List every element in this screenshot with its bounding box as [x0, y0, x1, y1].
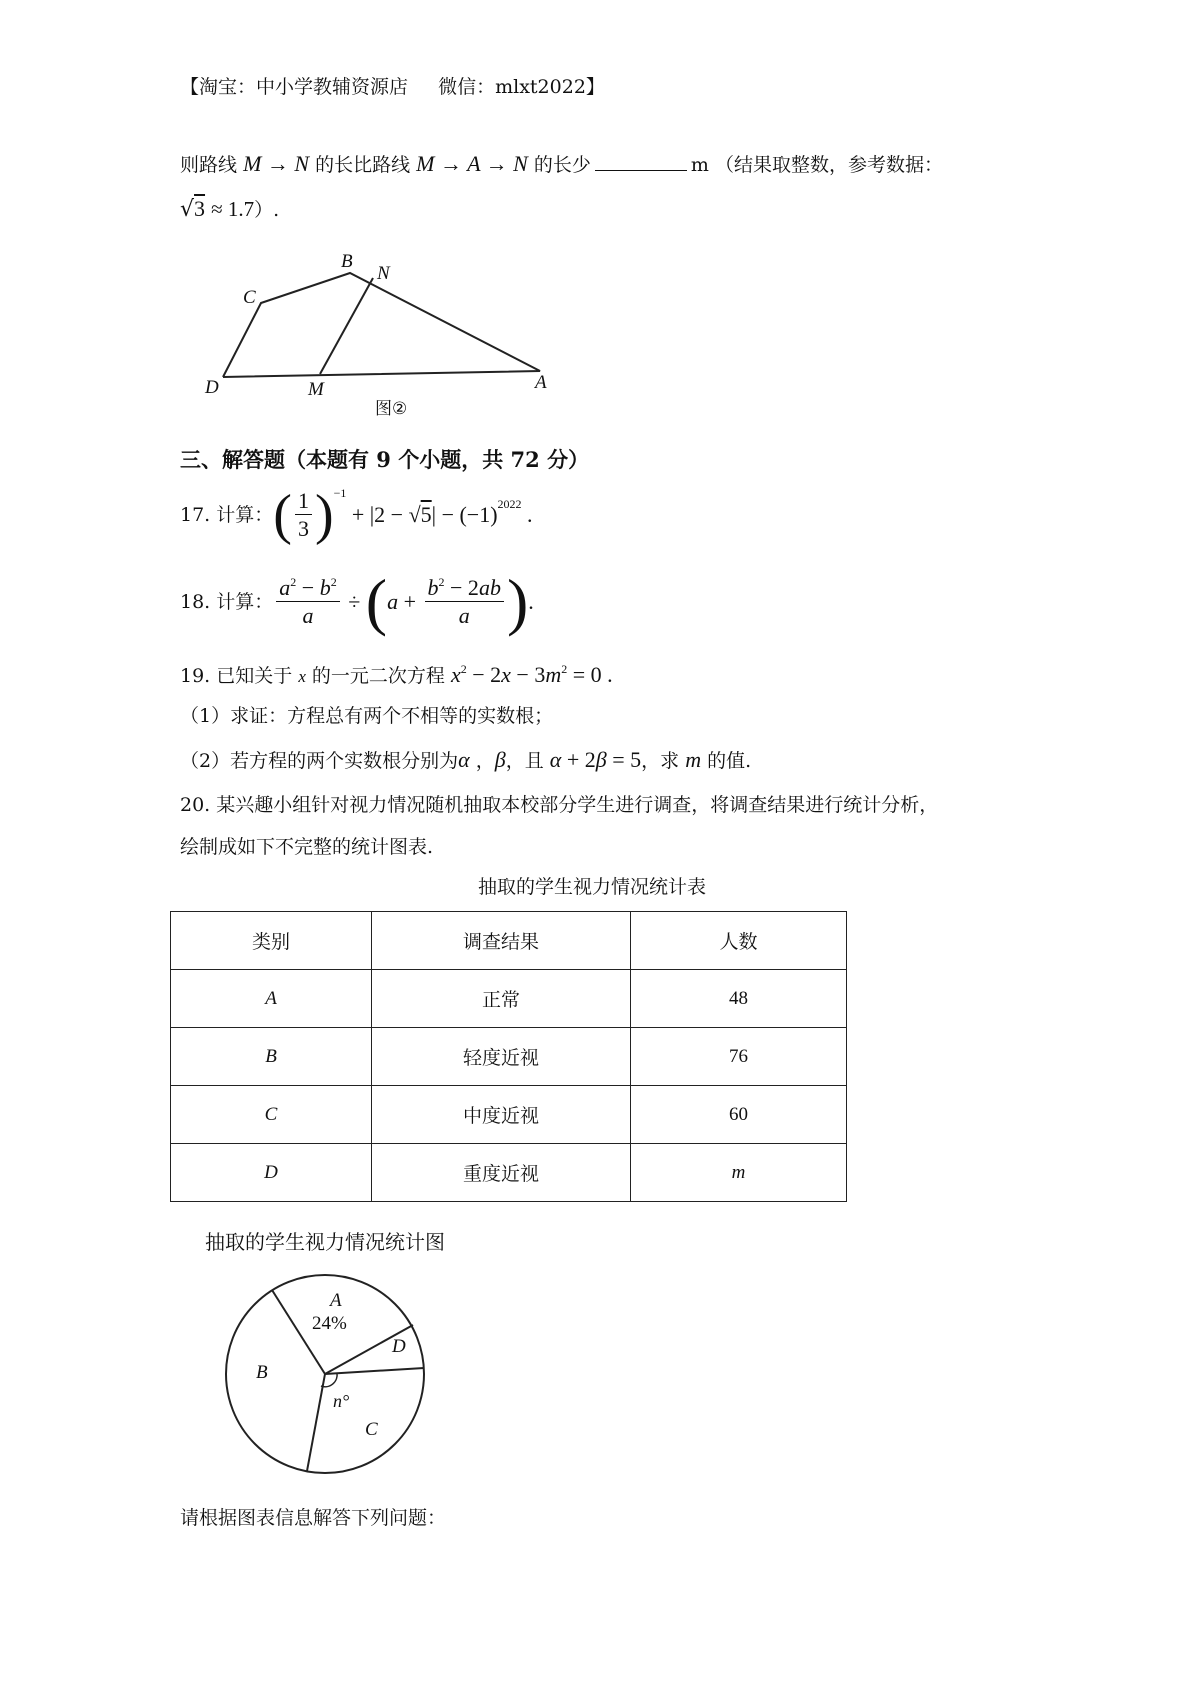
- q19-equation: $x^2 - 2x - 3m^2 = 0$ .: [450, 662, 613, 687]
- header-category: 类别: [171, 912, 372, 970]
- point-m: M: [308, 379, 324, 400]
- route1: M → N: [243, 151, 310, 176]
- header-banner: [180, 78, 605, 97]
- pie-divider-cb: [307, 1374, 325, 1471]
- point-n: N: [377, 263, 390, 284]
- question-18: 18. 计算： $\frac{a^2 - b^2}{a}$ ÷ ( a + $\frac{b^2 - 2ab}{a}$ ) .: [180, 566, 534, 637]
- header-shop: 【淘宝：中小学教辅资源店: [180, 76, 409, 98]
- pie-label-d: D: [392, 1336, 406, 1357]
- closing-prompt: 请根据图表信息解答下列问题：: [180, 1507, 447, 1529]
- question-17: 17. 计算： ( $\frac{1}{3}$ ) −1 + |2 − √ 5 | − (−1) 2022 .: [180, 484, 533, 546]
- pie-divider-dc: [325, 1368, 424, 1374]
- question-19-stem: 19. 已知关于 x 的一元二次方程 $x^2 - 2x - 3m^2 = 0$ .: [180, 662, 613, 687]
- question-19-part-1: （1）求证：方程总有两个不相等的实数根；: [180, 705, 554, 727]
- pie-chart-title: 抽取的学生视力情况统计图: [205, 1230, 445, 1254]
- q18-expression: $\frac{a^2 - b^2}{a}$ ÷ ( a + $\frac{b^2 - 2ab}{a}$ ) .: [273, 570, 533, 634]
- point-a: A: [535, 372, 547, 393]
- quadrilateral-outline: [223, 273, 540, 377]
- pie-label-b: B: [256, 1362, 268, 1383]
- sqrt3: √3: [180, 196, 206, 222]
- header-count: 人数: [631, 912, 847, 970]
- point-d: D: [205, 377, 219, 398]
- route2: M → A → N: [416, 151, 528, 176]
- question-20-line-1: 20. 某兴趣小组针对视力情况随机抽取本校部分学生进行调查，将调查结果进行统计分析，: [180, 794, 939, 816]
- pie-label-c: C: [365, 1419, 378, 1440]
- question-20-line-2: 绘制成如下不完整的统计图表.: [180, 836, 434, 858]
- vision-stats-table: [170, 911, 847, 1202]
- q17-expression: ( $\frac{1}{3}$ ) −1 + |2 − √ 5 | − (−1) 2022 .: [273, 484, 533, 546]
- table-row: B 轻度近视 76: [171, 1028, 847, 1086]
- table-row: C 中度近视 60: [171, 1086, 847, 1144]
- figure-2-caption: 图②: [375, 399, 408, 419]
- answer-blank[interactable]: [595, 150, 687, 171]
- ref-value: ≈ 1.7: [211, 197, 255, 221]
- header-wechat: 微信：mlxt2022】: [438, 76, 605, 98]
- point-c: C: [243, 287, 256, 308]
- section-3-title: 三、解答题（本题有 9 个小题，共 72 分）: [180, 447, 590, 472]
- header-result: 调查结果: [372, 912, 631, 970]
- question-19-part-2: （2）若方程的两个实数根分别为α ，β，且 α + 2β = 5，求 m 的值.: [180, 747, 752, 772]
- table-header-row: [171, 912, 847, 970]
- segment-mn: [320, 278, 373, 374]
- pie-label-angle: n°: [333, 1391, 350, 1411]
- pie-label-a: A: [330, 1290, 342, 1311]
- q16-tail-line2: √3 ≈ 1.7）.: [180, 196, 280, 222]
- figure-2-diagram: [195, 245, 555, 425]
- table-title: 抽取的学生视力情况统计表: [478, 876, 707, 898]
- pie-chart: [220, 1270, 440, 1480]
- point-b: B: [341, 251, 353, 272]
- q16-tail-line1: 则路线 M → N 的长比路线 M → A → N 的长少 m （结果取整数，参考数据：: [180, 151, 943, 176]
- pie-label-a-percent: 24%: [312, 1313, 347, 1334]
- table-row: A 正常 48: [171, 970, 847, 1028]
- table-row: D 重度近视 m: [171, 1144, 847, 1202]
